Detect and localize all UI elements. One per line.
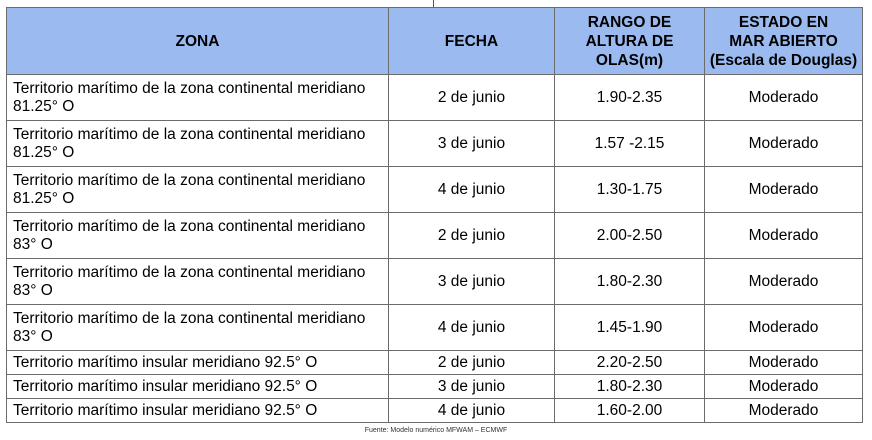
zona-line: 83° O [13, 327, 53, 345]
cell-zona [7, 351, 389, 375]
zona-line: 81.25° O [13, 143, 75, 161]
header-rango-line: OLAS(m) [595, 51, 664, 69]
header-zona-label: ZONA [175, 32, 220, 50]
zona-line: 83° O [13, 235, 53, 253]
table-row [7, 121, 863, 167]
cell-estado: Moderado [705, 351, 863, 375]
cell-zona [7, 399, 389, 423]
cell-rango: 1.90-2.35 [555, 75, 705, 121]
cell-fecha: 3 de junio [389, 259, 555, 305]
cell-fecha: 4 de junio [389, 167, 555, 213]
cell-fecha: 3 de junio [389, 121, 555, 167]
cell-rango: 1.80-2.30 [555, 375, 705, 399]
table-row [7, 399, 863, 423]
zona-line: Territorio marítimo de la zona continental meridiano [13, 171, 366, 189]
cell-estado: Moderado [705, 375, 863, 399]
cell-zona [7, 75, 389, 121]
cell-rango: 1.30-1.75 [555, 167, 705, 213]
cell-estado: Moderado [705, 399, 863, 423]
table-row [7, 213, 863, 259]
zona-line: Territorio marítimo insular meridiano 92.5° O [13, 353, 318, 371]
header-zona [7, 8, 389, 75]
zona-line: Territorio marítimo de la zona continental meridiano [13, 125, 366, 143]
cell-estado: Moderado [705, 259, 863, 305]
header-rango-line: RANGO DE [587, 13, 672, 31]
cell-fecha: 4 de junio [389, 399, 555, 423]
cell-rango: 1.60-2.00 [555, 399, 705, 423]
wave-forecast-table-container [6, 7, 862, 423]
cell-rango: 2.20-2.50 [555, 351, 705, 375]
zona-line: Territorio marítimo insular meridiano 92.5° O [13, 401, 318, 419]
cell-rango: 1.80-2.30 [555, 259, 705, 305]
cell-zona [7, 213, 389, 259]
cell-fecha: 4 de junio [389, 305, 555, 351]
cell-zona [7, 259, 389, 305]
header-fecha [389, 8, 555, 75]
header-row [7, 8, 863, 75]
zona-line: Territorio marítimo insular meridiano 92.5° O [13, 377, 318, 395]
cell-estado: Moderado [705, 167, 863, 213]
table-row [7, 305, 863, 351]
header-estado-line: ESTADO EN [738, 13, 829, 31]
header-fecha-label: FECHA [444, 32, 499, 50]
cell-estado: Moderado [705, 213, 863, 259]
cell-rango: 1.45-1.90 [555, 305, 705, 351]
cell-fecha: 3 de junio [389, 375, 555, 399]
header-estado-line: (Escala de Douglas) [709, 51, 858, 69]
cell-estado: Moderado [705, 305, 863, 351]
table-row [7, 259, 863, 305]
top-tick-mark [433, 0, 434, 7]
table-row [7, 351, 863, 375]
zona-line: Territorio marítimo de la zona continental meridiano [13, 79, 366, 97]
zona-line: Territorio marítimo de la zona continental meridiano [13, 309, 366, 327]
table-row [7, 75, 863, 121]
wave-forecast-table [6, 7, 863, 423]
cell-zona [7, 305, 389, 351]
header-estado [705, 8, 863, 75]
zona-line: 83° O [13, 281, 53, 299]
cell-fecha: 2 de junio [389, 75, 555, 121]
zona-line: 81.25° O [13, 189, 75, 207]
cell-rango: 2.00-2.50 [555, 213, 705, 259]
table-row [7, 167, 863, 213]
cell-fecha: 2 de junio [389, 213, 555, 259]
zona-line: Territorio marítimo de la zona continental meridiano [13, 263, 366, 281]
source-footnote: Fuente: Modelo numérico MFWAM – ECMWF [364, 427, 508, 434]
zona-line: 81.25° O [13, 97, 75, 115]
header-estado-line: MAR ABIERTO [729, 32, 838, 50]
cell-fecha: 2 de junio [389, 351, 555, 375]
header-rango [555, 8, 705, 75]
cell-zona [7, 375, 389, 399]
cell-estado: Moderado [705, 75, 863, 121]
cell-rango: 1.57 -2.15 [555, 121, 705, 167]
cell-estado: Moderado [705, 121, 863, 167]
cell-zona [7, 167, 389, 213]
zona-line: Territorio marítimo de la zona continental meridiano [13, 217, 366, 235]
table-row [7, 375, 863, 399]
cell-zona [7, 121, 389, 167]
header-rango-line: ALTURA DE [585, 32, 674, 50]
